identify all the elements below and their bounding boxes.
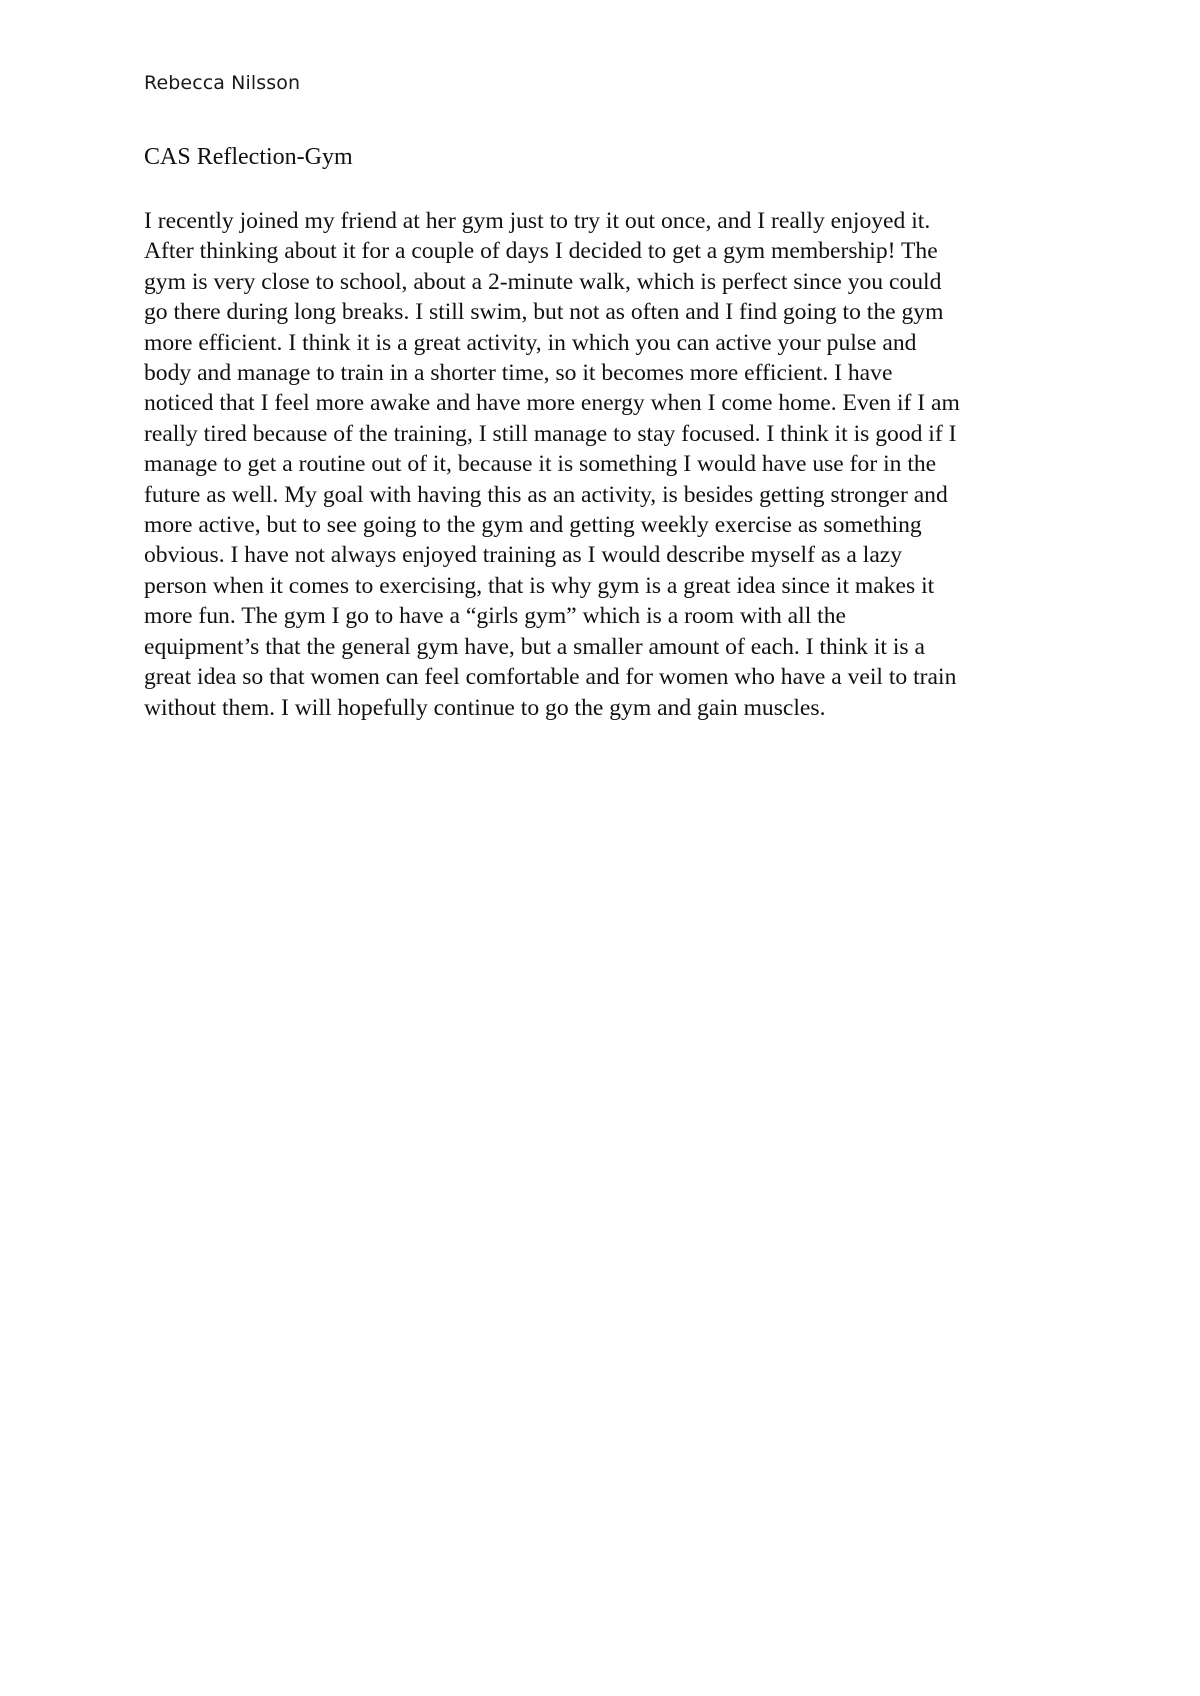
paragraph-line: really tired because of the training, I still manage to stay focused. I think it is good if I — [144, 420, 957, 447]
paragraph-line: manage to get a routine out of it, because it is something I would have use for in the — [144, 451, 937, 478]
paragraph-line: more efficient. I think it is a great activity, in which you can active your pulse and — [144, 329, 917, 356]
paragraph-line: equipment’s that the general gym have, but a smaller amount of each. I think it is a — [144, 633, 925, 660]
paragraph-line: future as well. My goal with having this as an activity, is besides getting stronger and — [144, 481, 948, 508]
reflection-paragraph — [144, 206, 1072, 723]
paragraph-line: noticed that I feel more awake and have more energy when I come home. Even if I am — [144, 390, 960, 417]
paragraph-line: gym is very close to school, about a 2-minute walk, which is perfect since you could — [144, 268, 942, 295]
paragraph-line: obvious. I have not always enjoyed training as I would describe myself as a lazy — [144, 542, 903, 569]
paragraph-line: more fun. The gym I go to have a “girls gym” which is a room with all the — [144, 603, 846, 630]
author-name: Rebecca Nilsson — [144, 72, 301, 94]
paragraph-line: person when it comes to exercising, that is why gym is a great idea since it makes it — [144, 572, 935, 599]
paragraph-line: I recently joined my friend at her gym just to try it out once, and I really enjoyed it. — [144, 208, 931, 234]
paragraph-line: body and manage to train in a shorter time, so it becomes more efficient. I have — [144, 360, 893, 387]
paragraph-line: After thinking about it for a couple of days I decided to get a gym membership! The — [144, 238, 938, 265]
paragraph-line: go there during long breaks. I still swim, but not as often and I find going to the gym — [144, 299, 944, 326]
paragraph-line: without them. I will hopefully continue to go the gym and gain muscles. — [144, 694, 826, 721]
paragraph-line: more active, but to see going to the gym and getting weekly exercise as something — [144, 512, 922, 539]
paragraph-line: great idea so that women can feel comfortable and for women who have a veil to train — [144, 664, 957, 691]
document-title: CAS Reflection-Gym — [144, 144, 353, 170]
